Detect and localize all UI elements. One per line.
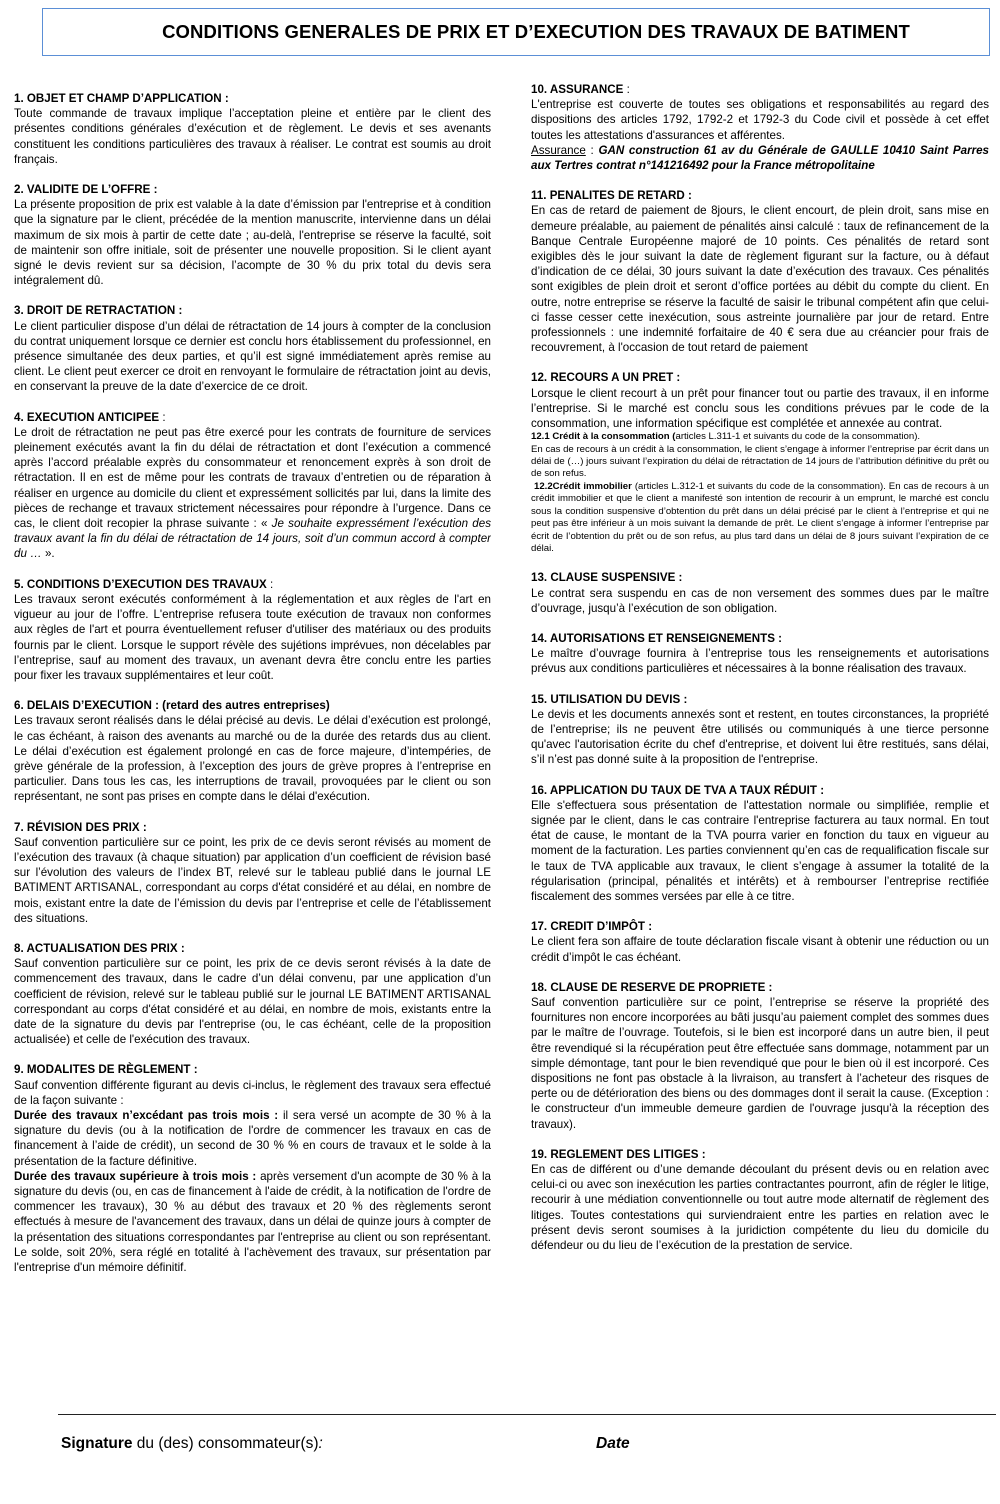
section-credit-impot [531, 919, 989, 965]
credit-conso-ref: articles L.311-1 et suivants du code de la consommation). [675, 431, 921, 443]
section-title: 10. ASSURANCE [531, 83, 624, 96]
section-title: 15. UTILISATION DU DEVIS : [531, 692, 688, 706]
credit-conso-label: 12.1 Crédit à la consommation ( [531, 431, 676, 443]
section-assurance [531, 82, 989, 173]
section-body: Sauf convention particulière sur ce point, les prix de ce devis seront révisés au moment de l’exécution des travaux (à chaque situation) par application d’un coefficient de révision basé sur l’évolution des valeurs de l’index BT, relevé sur le tableau publié dans le journal LE BATIMENT ARTISANAL, correspondant au corps d'état considéré et au délai, en nombre de mois, existant entre la date de l’émission du devis par l’entreprise et celle de l’établissement des situations. [14, 835, 491, 925]
section-title: 17. CREDIT D’IMPÔT : [531, 920, 653, 934]
section-title: 16. APPLICATION DU TAUX DE TVA A TAUX RÉDUIT : [531, 783, 825, 797]
left-column [14, 91, 491, 1391]
section-body: Sauf convention particulière sur ce point, l’entreprise se réserve la propriété des fournitures non encore incorporées au bâti jusqu’au paiement complet des sommes dues par le maître de l’ouvrage. Toutefois, si le bien est incorporé dans un autre bien, il peut être revendiqué si la récupération peut être effectuée sans dommage, notamment par un simple démontage, tant pour le bien revendiqué que pour le bien où il est incorporé. Ces dispositions ne font pas obstacle à la livraison, au transfert à l’acheteur des risques de perte ou de détérioration des biens ou des dommages dont il serait la cause. (Exception : le constructeur d'un immeuble demeure gardien de l'ouvrage jusqu'à la réception des travaux). [531, 996, 989, 1131]
section-body: En cas de retard de paiement de 8jours, le client encourt, de plein droit, sans mise en demeure préalable, au paiement de pénalités ainsi calculé : taux de refinancement de la Banque Centrale Européenne majoré de 10 points. Ces pénalités de retard sont exigibles dès le jour suivant la date de règlement figurant sur la facture, ou à défaut d’indication de ce délai, 30 jours suivant la date d’exécution des travaux. Ces pénalités sont exigibles de plein droit et seront d’office portées au débit du compte du client. En outre, notre entreprise se réserve la faculté de saisir le tribunal compétent afin que celui-ci fasse cesser cette inexécution, sous astreinte journalière par jour de retard. Entre professionnels : une indemnité forfaitaire de 40 € sera due au créancier pour frais de recouvrement, à l'occasion de tout retard de paiement [531, 204, 989, 355]
section-conditions-execution [14, 577, 491, 683]
section-title: 11. PENALITES DE RETARD : [531, 189, 692, 203]
section-tva [531, 783, 989, 905]
section-objet [14, 91, 491, 167]
section-actualisation-prix [14, 941, 491, 1047]
quote-end: ». [41, 547, 55, 561]
duration-short-label: Durée des travaux n’excédant pas trois mois : [14, 1108, 279, 1122]
section-body: Lorsque le client recourt à un prêt pour financer tout ou partie des travaux, il en informe l’entreprise. Si le marché est conclu sous les conditions prévues par le code de la consommation, une information spécifique est complétée et annexée au contrat. [531, 386, 989, 431]
section-body: Le contrat sera suspendu en cas de non versement des sommes dues par le maître d’ouvrage, jusqu’à l’exécution de son obligation. [531, 586, 989, 615]
section-title: 7. RÉVISION DES PRIX : [14, 820, 147, 834]
duration-long-body: après versement d'un acompte de 30 % à la signature du devis (ou, en cas de financement à l'aide de crédit, à la notification de l'ordre de commencer les travaux), 30 % au début des travaux et 20 % des règlements seront effectués à mesure de l'avancement des travaux, dans un délai de quinze jours à compter de la présentation des situations correspondantes par l'entreprise au client ou son représentant. Le solde, soit 20%, sera réglé en totalité à l'achèvement des travaux, sur présentation par l'entreprise d'un mémoire définitif. [14, 1169, 491, 1275]
section-pret [531, 370, 989, 555]
section-title: 19. REGLEMENT DES LITIGES : [531, 1147, 706, 1161]
section-title: 6. DELAIS D’EXECUTION : (retard des autres entreprises) [14, 699, 330, 713]
section-body: Le devis et les documents annexés sont et restent, en toutes circonstances, la propriété de l’entreprise; ils ne peuvent être utilisés ou communiqués à une tierce personne qu'avec l'autorisation écrite du chef d'entreprise, et doivent lui être restitués, sans délai, s’il n’est pas donné suite à la proposition de l'entreprise. [531, 707, 989, 767]
section-body: La présente proposition de prix est valable à la date d’émission par l'entreprise et à condition que la signature par le client, précédée de la mention manuscrite, intervienne dans un délai maximum de six mois à partir de cette date ; au-delà, l'entreprise se réserve la faculté, soit de maintenir son offre initiale, soit de présenter une nouvelle proposition. Si le client ayant signé le devis revient sur sa décision, l’acompte de 30 % du prix total du devis sera intégralement dû. [14, 198, 491, 288]
credit-immo-body: En cas de recours à un crédit immobilier et que le client a manifesté son intention de recourir à un emprunt, le marché est conclu sous la condition suspensive d’obtention du prêt dans un délai précisé par le client à l’entreprise et qui ne peut pas être inférieur à un mois suivant la demande de prêt. Le client s’engage à informer l’entreprise par écrit de l’obtention du prêt ou de son refus, au plus tard dans un délai de 8 jours suivant l’expiration de ce délai. [531, 480, 989, 554]
section-title: 5. CONDITIONS D’EXECUTION DES TRAVAUX [14, 577, 267, 591]
date-label: Date [596, 1435, 630, 1452]
signature-label-rest: du (des) consommateur(s) [132, 1435, 319, 1452]
document-title-box [42, 8, 990, 56]
section-utilisation-devis [531, 692, 989, 768]
credit-conso-body: En cas de recours à un crédit à la consommation, le client s’engage à informer l’entreprise par écrit dans un délai de (…) jours suivant l’expiration du délai de rétractation de 14 jours de l’attribution définitive du prêt ou de son refus. [531, 443, 989, 480]
section-intro: Sauf convention différente figurant au devis ci-inclus, le règlement des travaux sera effectué de la façon suivante : [14, 1078, 491, 1107]
credit-immo-ref: (articles L.312-1 et suivants du code de la consommation). [631, 480, 886, 492]
section-title: 12. RECOURS A UN PRET : [531, 371, 681, 385]
section-body: Elle s'effectuera sous présentation de l'attestation normale ou simplifiée, remplie et signée par le client, dans le cas contraire l'entreprise facturera au taux normal. En tout état de cause, le montant de la TVA pourra varier en fonction du taux en vigueur au moment de la facturation. Les parties conviennent qu’en cas de requalification fiscale sur le taux de TVA applicable aux travaux, le client s’engage à assumer la totalité de la régularisation (principal, pénalités et intérêts) et à rembourser l’entreprise rectifiée fiscalement des sommes versées par elle à ce titre. [531, 798, 989, 903]
section-execution-anticipee [14, 410, 491, 562]
right-column [531, 82, 989, 1382]
section-title: 14. AUTORISATIONS ET RENSEIGNEMENTS : [531, 631, 783, 645]
section-body: Le client fera son affaire de toute déclaration fiscale visant à obtenir une réduction ou un crédit d’impôt le cas échéant. [531, 935, 989, 964]
section-body: Le client particulier dispose d’un délai de rétractation de 14 jours à compter de la conclusion du contrat uniquement lorsque ce dernier est conclu hors établissement du professionnel, en présence simultanée des deux parties, et qu’il est signé immédiatement après remise au client. Le client peut exercer ce droit en renvoyant le formulaire de rétractation joint au devis, en conservant la preuve de la date d’exercice de ce droit. [14, 319, 491, 394]
section-retractation [14, 303, 491, 394]
section-autorisations [531, 631, 989, 677]
duration-long-label: Durée des travaux supérieure à trois mois : [14, 1169, 257, 1183]
section-penalites [531, 188, 989, 355]
section-reglement [14, 1062, 491, 1275]
section-body: En cas de différent ou d’une demande découlant du présent devis ou en relation avec celui-ci ou avec son inexécution les parties contractantes pourront, afin de régler le litige, recourir à une médiation conventionnelle ou tout autre mode alternatif de règlement des litiges. Toutes contestations qui surviendraient entre les parties en relation avec le présent devis seront soumises à la juridiction compétente du lieu du domicile du défendeur ou du lieu de l’exécution de la prestation de service. [531, 1163, 989, 1253]
title-suffix: : [159, 410, 166, 424]
section-title: 4. EXECUTION ANTICIPEE [14, 410, 160, 424]
credit-immo-label: 12.2Crédit immobilier [533, 480, 632, 492]
section-reserve-propriete [531, 980, 989, 1132]
section-title: 13. CLAUSE SUSPENSIVE : [531, 571, 683, 585]
document-title: CONDITIONS GENERALES DE PRIX ET D’EXECUTION DES TRAVAUX DE BATIMENT [162, 21, 910, 42]
section-body: Le droit de rétractation ne peut pas être exercé pour les contrats de fourniture de services pleinement exécutés avant la fin du délai de rétractation et dont l’exécution a commencé après l’accord préalable exprès du consommateur et renoncement exprès à son droit de rétractation. Il en est de même pour les contrats de travaux d’entretien ou de réparation à réaliser en urgence au domicile du client et expressément sollicités par lui, dans la limite des pièces de rechange et travaux strictement nécessaires pour répondre à l’urgence. Dans ce cas, le client doit recopier la phrase suivante : « [14, 425, 491, 531]
section-title: 9. MODALITES DE RÈGLEMENT : [14, 1063, 198, 1077]
section-clause-suspensive [531, 570, 989, 616]
signature-label-bold: Signature [61, 1435, 133, 1452]
section-body: Toute commande de travaux implique l’acceptation pleine et entière par le client des présentes conditions générales d’exécution et de règlement. Le devis et ses avenants constituent les conditions particulières des travaux à réaliser. Le contrat est soumis au droit français. [14, 107, 491, 166]
title-suffix: : [266, 577, 274, 591]
section-body: Le maître d’ouvrage fournira à l’entreprise tous les renseignements et autorisations prévus aux conditions particulières et nécessaires à la bonne réalisation des travaux. [531, 647, 989, 676]
section-body: Les travaux seront réalisés dans le délai précisé au devis. Le délai d’exécution est prolongé, le cas échéant, à raison des avenants au marché ou de la durée des retards dus au client. Le délai d’exécution est également prolongé en cas de force majeure, d’intempéries, de grève générale de la profession, à l’exception des jours de grève propres à l’entreprise en particulier. Dans tous les cas, les interruptions de travail, provoquées par le client ou son représentant, ne sont pas prises en compte dans le délai d'exécution. [14, 714, 491, 804]
section-body: L'entreprise est couverte de toutes ses obligations et responsabilités au regard des dispositions des articles 1792, 1792-2 et 1792-3 du Code civil et possède à cet effet toutes les attestations d'assurances et afférentes. [531, 98, 989, 142]
insurance-label: Assurance [531, 143, 586, 157]
signature-divider [58, 1414, 996, 1415]
section-title: 2. VALIDITE DE L’OFFRE : [14, 183, 158, 197]
duration-short-body: il sera versé un acompte de 30 % à la signature du devis (ou à la notification de l'ordre de commencer les travaux en cas de financement à l’aide de crédit), un second de 30 % % en cours de travaux et le solde à la présentation de la facture définitive. [14, 1108, 491, 1168]
section-delais [14, 698, 491, 804]
quoted-phrase: Je souhaite expressément l’exécution des travaux avant la fin du délai de rétractation de 14 jours, soit d’un commun accord à compter du … [14, 517, 491, 561]
section-title: 1. OBJET ET CHAMP D’APPLICATION : [14, 92, 229, 105]
insurance-sep: : [585, 143, 599, 157]
title-suffix: : [623, 83, 630, 96]
section-body: Les travaux seront exécutés conformément à la réglementation et aux règles de l'art en vigueur au jour de l’offre. L'entreprise refusera toute exécution de travaux non conformes aux règles de l'art et pourra éventuellement refuser d'utiliser des matériaux ou des produits fournis par le client. Lorsque le support révèle des sujétions imprévues, non décelables par l’entreprise, sauf au moment des travaux, un avenant devra être conclu entre les parties pour fixer les travaux supplémentaires et leur coût. [14, 592, 491, 682]
signature-label [61, 1435, 323, 1453]
signature-label-colon: : [318, 1435, 323, 1452]
section-title: 3. DROIT DE RETRACTATION : [14, 304, 183, 318]
section-title: 18. CLAUSE DE RESERVE DE PROPRIETE : [531, 980, 773, 994]
section-title: 8. ACTUALISATION DES PRIX : [14, 941, 185, 955]
insurance-detail: GAN construction 61 av du Générale de GAULLE 10410 Saint Parres aux Tertres contrat n°141216492 pour la France métropolitaine [531, 143, 989, 173]
section-body: Sauf convention particulière sur ce point, les prix de ce devis seront révisés à la date de commencement des travaux, dans le cadre d’un délai convenu, par une application d’un coefficient de révision, relevé sur le tableau publié sur le journal LE BATIMENT ARTISANAL correspondant au corps d'état considéré et au délai, en nombre de mois, existants entre la date de la signature du devis par l'entreprise (ou, le cas échéant, celle de la proposition actualisée) et celle de l'exécution des travaux. [14, 957, 491, 1047]
section-revision-prix [14, 820, 491, 926]
section-validite [14, 182, 491, 288]
section-litiges [531, 1147, 989, 1253]
